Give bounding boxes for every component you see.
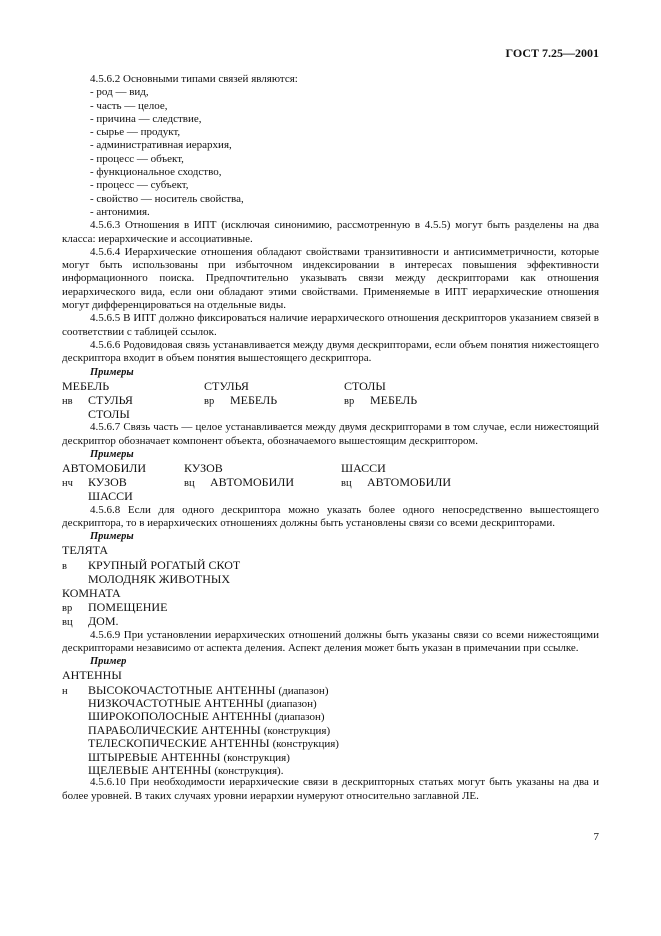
example-term: ШИРОКОПОЛОСНЫЕ АНТЕННЫ (88, 709, 272, 724)
example-term: ДОМ. (88, 614, 119, 629)
example-term: СТУЛЬЯ (204, 378, 249, 393)
aspect-note: (конструкция) (272, 738, 339, 751)
paragraph-4-5-6-9: 4.5.6.9 При установлении иерархических отношений должны быть указаны связи со всеми нижестоящими дескрипторами независимо от аспекта деления. Аспект деления может быть указан в примечании при ссылке. (62, 628, 599, 654)
list-item: - антонимия. (90, 205, 150, 218)
page-content (62, 73, 599, 803)
list-item: - свойство — носитель свойства, (90, 192, 244, 205)
aspect-note: (диапазон) (274, 711, 325, 724)
paragraph-4-5-6-7: 4.5.6.7 Связь часть — целое устанавливается между двумя дескрипторами в том случае, если нижестоящий дескриптор обозначает компонент объекта, обозначаемого вышестоящим дескриптором. (62, 421, 599, 447)
paragraph-4-5-6-4: 4.5.6.4 Иерархические отношения обладают свойствами транзитивности и антисимметричности, которые могут быть использованы при избыточном индексировании в интересах повышения эффективности информационного поиска. Предпочтительно указывать связи между дескрипторами как отношения иерархического вида, если они обладают этими свойствами. Применяемые в ИПТ иерархические отношения могут дифференцироваться на отдельные виды. (62, 245, 599, 312)
paragraph-4-5-6-10: 4.5.6.10 При необходимости иерархические связи в дескрипторных статьях могут быть указаны на два и более уровней. В таких случаях уровни иерархии нумеруют относительно заглавной ЛЕ. (62, 776, 599, 802)
example-term: АВТОМОБИЛИ (367, 475, 452, 490)
relation-code: н (62, 685, 68, 697)
relation-code: вц (341, 478, 352, 490)
paragraph-4-5-6-8: 4.5.6.8 Если для одного дескриптора можно указать более одного непосредственно вышестоящего дескриптора, то в иерархических отношениях должны быть установлены связи со всеми дескрипторами. (62, 503, 599, 529)
list-item: - сырье — продукт, (90, 126, 181, 139)
aspect-note: (конструкция). (214, 764, 284, 777)
example-term: ВЫСОКОЧАСТОТНЫЕ АНТЕННЫ (88, 682, 276, 697)
relation-code: вц (62, 617, 73, 629)
list-item: - административная иерархия, (90, 139, 232, 152)
examples-label: Примеры (90, 366, 134, 378)
example-term: ПОМЕЩЕНИЕ (88, 600, 168, 615)
aspect-note: (диапазон) (278, 684, 329, 697)
paragraph-4-5-6-2: 4.5.6.2 Основными типами связей являются: (90, 73, 298, 85)
example-term: ТЕЛЕСКОПИЧЕСКИЕ АНТЕННЫ (88, 736, 270, 751)
example-term: АВТОМОБИЛИ (210, 475, 295, 490)
example-term: КУЗОВ (184, 461, 223, 476)
example-term: ПАРАБОЛИЧЕСКИЕ АНТЕННЫ (88, 722, 261, 737)
example-term: КРУПНЫЙ РОГАТЫЙ СКОТ (88, 557, 241, 572)
aspect-note: (конструкция) (263, 724, 331, 737)
relation-code: нч (62, 478, 73, 490)
example-term: СТУЛЬЯ (88, 392, 133, 407)
example-term: КУЗОВ (88, 475, 127, 490)
example-term: МОЛОДНЯК ЖИВОТНЫХ (88, 571, 231, 586)
example-term: ШАССИ (88, 489, 133, 504)
paragraph-4-5-6-5: 4.5.6.5 В ИПТ должно фиксироваться наличие иерархического отношения дескрипторов указанием связей в соответствии с таблицей ссылок. (62, 312, 599, 338)
example-term: МЕБЕЛЬ (370, 392, 418, 407)
relation-code: вц (184, 478, 195, 490)
list-item: - причина — следствие, (90, 112, 202, 125)
example-term: АНТЕННЫ (62, 668, 122, 683)
relation-code: нв (62, 395, 73, 407)
example-term: ЩЕЛЕВЫЕ АНТЕННЫ (88, 762, 212, 777)
example-term: СТОЛЫ (88, 407, 130, 422)
paragraph-4-5-6-6: 4.5.6.6 Родовидовая связь устанавливается между двумя дескрипторами, если объем понятия нижестоящего дескриптора входит в объем понятия вышестоящего дескриптора. (62, 338, 599, 365)
page-number: 7 (593, 831, 599, 843)
examples-label: Примеры (90, 531, 134, 543)
relation-code: в (62, 560, 67, 572)
aspect-note: (диапазон) (266, 697, 317, 710)
example-antennas (62, 668, 599, 776)
example-term: АВТОМОБИЛИ (62, 461, 147, 476)
relation-code: вр (204, 395, 215, 407)
paragraph-4-5-6-3: 4.5.6.3 Отношения в ИПТ (исключая синонимию, рассмотренную в 4.5.5) могут быть разделены на два класса: иерархические и ассоциативные. (62, 219, 599, 245)
example-term: ШТЫРЕВЫЕ АНТЕННЫ (88, 749, 221, 764)
example-term: СТОЛЫ (344, 378, 386, 393)
example-calves (62, 543, 599, 628)
relation-code: вр (344, 395, 355, 407)
example-term: МЕБЕЛЬ (62, 378, 110, 393)
page-header: ГОСТ 7.25—2001 (505, 46, 599, 60)
examples-label: Примеры (90, 448, 134, 460)
list-item: - процесс — субъект, (90, 179, 189, 192)
aspect-note: (конструкция) (223, 751, 290, 764)
link-types-list (62, 86, 599, 219)
list-item: - часть — целое, (90, 99, 168, 112)
example-term: ТЕЛЯТА (62, 543, 109, 558)
example-furniture (62, 379, 599, 422)
relation-code: вр (62, 603, 73, 615)
list-item: - процесс — объект, (90, 152, 184, 165)
example-term: НИЗКОЧАСТОТНЫЕ АНТЕННЫ (88, 695, 264, 710)
example-term: КОМНАТА (62, 586, 121, 601)
example-term: ШАССИ (341, 461, 386, 476)
example-automobiles (62, 461, 599, 504)
example-term: МЕБЕЛЬ (230, 392, 278, 407)
example-label: Пример (90, 656, 127, 668)
list-item: - функциональное сходство, (90, 166, 222, 179)
list-item: - род — вид, (90, 86, 149, 99)
